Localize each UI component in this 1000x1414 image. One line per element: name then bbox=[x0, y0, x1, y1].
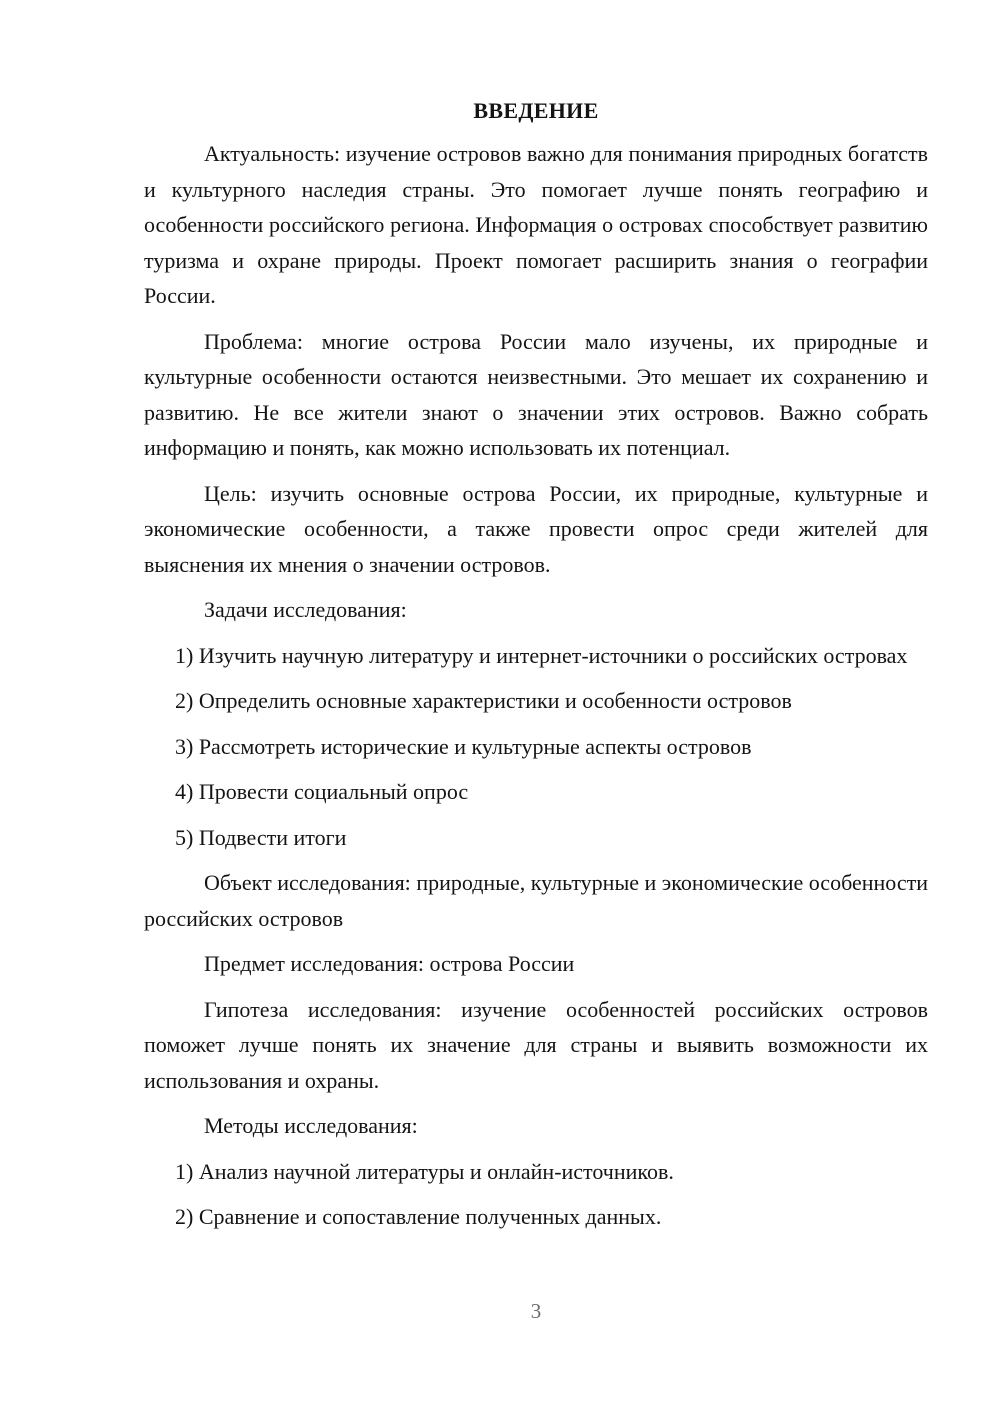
goal-paragraph: Цель: изучить основные острова России, их природные, культурные и экономические особенности, а также провести опрос среди жителей для выяснения их мнения о значении островов. bbox=[144, 480, 928, 577]
tasks-heading: Задачи исследования: bbox=[204, 597, 407, 622]
document-page bbox=[144, 96, 928, 1245]
task-item: 5) Подвести итоги bbox=[175, 824, 347, 850]
task-item: 1) Изучить научную литературу и интернет-источники о российских островах bbox=[175, 642, 908, 668]
page-number: 3 bbox=[530, 1299, 542, 1323]
subject-paragraph: Предмет исследования: острова России bbox=[204, 951, 575, 976]
methods-heading: Методы исследования: bbox=[204, 1113, 418, 1138]
task-item: 2) Определить основные характеристики и особенности островов bbox=[175, 688, 792, 713]
relevance-paragraph: Актуальность: изучение островов важно для понимания природных богатств и культурного наследия страны. Это помогает лучше понять географию и особенности российского региона. Информация о островах способствует развитию туризма и охране природы. Проект помогает расширить знания о географии России. bbox=[144, 141, 928, 308]
object-paragraph: Объект исследования: природные, культурные и экономические особенности российских островов bbox=[144, 870, 928, 931]
method-item: 2) Сравнение и сопоставление полученных данных. bbox=[175, 1204, 662, 1229]
task-item: 4) Провести социальный опрос bbox=[175, 779, 469, 804]
page-title: ВВЕДЕНИЕ bbox=[473, 98, 599, 123]
hypothesis-paragraph: Гипотеза исследования: изучение особенностей российских островов поможет лучше понять их значение для страны и выявить возможности их использования и охраны. bbox=[144, 996, 928, 1093]
method-item: 1) Анализ научной литературы и онлайн-источников. bbox=[175, 1158, 674, 1184]
task-item: 3) Рассмотреть исторические и культурные аспекты островов bbox=[175, 733, 752, 759]
problem-paragraph: Проблема: многие острова России мало изучены, их природные и культурные особенности остаются неизвестными. Это мешает их сохранению и развитию. Не все жители знают о значении этих островов. Важно собрать информацию и понять, как можно использовать их потенциал. bbox=[144, 328, 928, 460]
